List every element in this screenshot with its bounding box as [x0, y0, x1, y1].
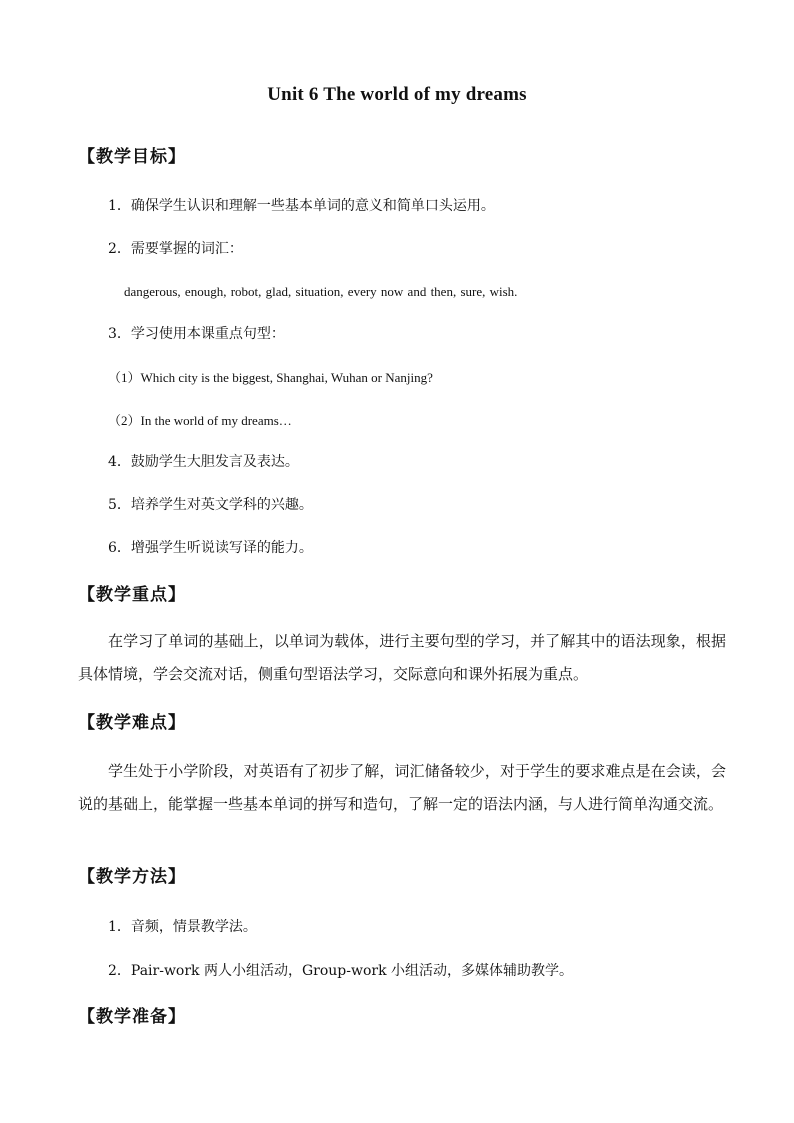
heading-teaching-objectives: 【教学目标】 — [78, 147, 186, 167]
objective-item-3: 3．学习使用本课重点句型： — [108, 326, 285, 342]
heading-teaching-preparation: 【教学准备】 — [78, 1007, 186, 1027]
objective-item-6: 6．增强学生听说读写译的能力。 — [108, 540, 313, 556]
method-item-2: 2．Pair-work 两人小组活动，Group-work 小组活动，多媒体辅助教学。 — [108, 963, 574, 979]
objective-item-1: 1．确保学生认识和理解一些基本单词的意义和简单口头运用。 — [108, 198, 495, 214]
heading-difficulties: 【教学难点】 — [78, 713, 186, 733]
heading-key-points: 【教学重点】 — [78, 585, 186, 605]
sentence-pattern-2: （2）In the world of my dreams… — [108, 413, 292, 428]
document-title: Unit 6 The world of my dreams — [267, 84, 527, 105]
objective-item-5: 5．培养学生对英文学科的兴趣。 — [108, 497, 313, 513]
objective-item-4: 4．鼓励学生大胆发言及表达。 — [108, 454, 299, 470]
heading-teaching-methods: 【教学方法】 — [78, 867, 186, 887]
key-points-paragraph: 在学习了单词的基础上，以单词为载体，进行主要句型的学习，并了解其中的语法现象，根据具体情境，学会交流对话，侧重句型语法学习，交际意向和课外拓展为重点。 — [78, 632, 726, 683]
method-item-1: 1．音频，情景教学法。 — [108, 919, 257, 935]
vocabulary-list: dangerous, enough, robot, glad, situation, every now and then, sure, wish. — [124, 284, 518, 299]
difficulties-paragraph: 学生处于小学阶段，对英语有了初步了解，词汇储备较少，对于学生的要求难点是在会读，会说的基础上，能掌握一些基本单词的拼写和造句，了解一定的语法内涵，与人进行简单沟通交流。 — [78, 762, 726, 813]
sentence-pattern-1: （1）Which city is the biggest, Shanghai, Wuhan or Nanjing? — [108, 370, 433, 385]
objective-item-2: 2．需要掌握的词汇： — [108, 241, 243, 257]
